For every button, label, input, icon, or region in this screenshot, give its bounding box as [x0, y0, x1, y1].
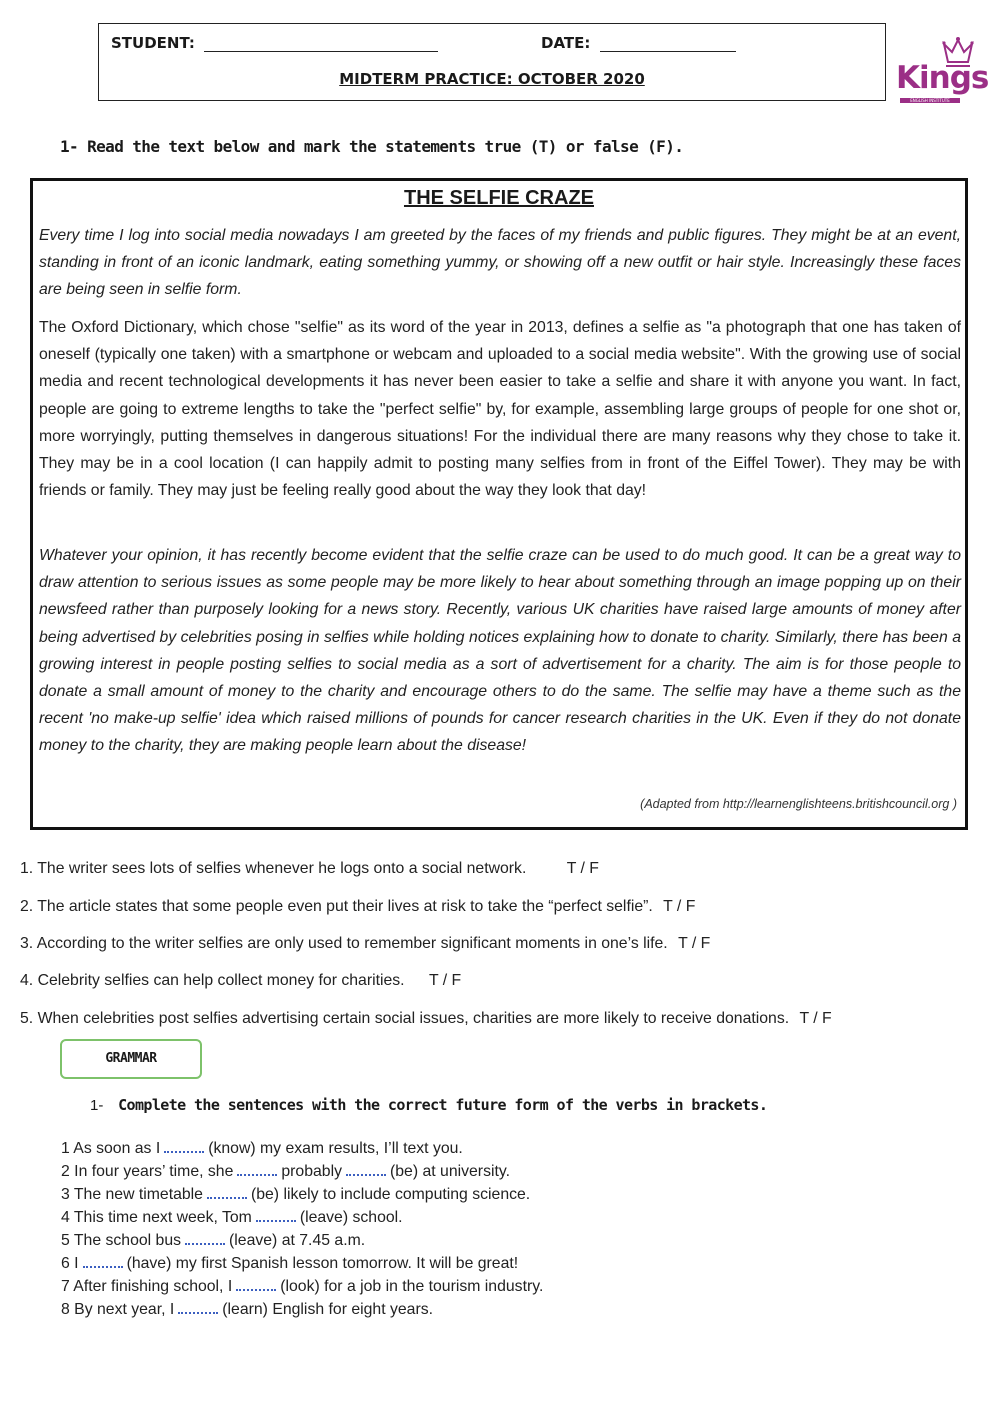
grammar-sentence — [61, 1183, 530, 1204]
logo-wordmark: Kings — [896, 60, 989, 96]
statement-text: 2. The article states that some people even put their lives at risk to take the “perfect selfie”. — [20, 898, 653, 915]
true-false-choice[interactable]: T / F — [663, 898, 696, 915]
statement-item — [20, 860, 599, 878]
statement-text: 3. According to the writer selfies are only used to remember significant moments in one’s life. — [20, 935, 668, 952]
true-false-choice[interactable]: T / F — [678, 935, 711, 952]
sentence-start: 7 After finishing school, I — [61, 1278, 233, 1295]
student-field — [111, 34, 438, 52]
sentence-start: 3 The new timetable — [61, 1186, 203, 1203]
answer-blank[interactable] — [236, 1275, 276, 1291]
student-name-line[interactable] — [204, 37, 438, 52]
paragraph-2: The Oxford Dictionary, which chose "selfie" as its word of the year in 2013, defines a selfie as "a photograph that one has taken of oneself (typically one taken) with a smartphone or webcam and uploaded to a social media website". With the growing use of social media and recent technological developments it has never been easier to take a selfie and share it with anyone you want. In fact, people are going to extreme lengths to take the "perfect selfie" by, for example, assembling large groups of people for one shot or, more worryingly, putting themselves in dangerous situations! For the individual there are many reasons why they chose to take it. They may be in a cool location (I can happily admit to posting many selfies from in front of the Eiffel Tower). They may be with friends or family. They may just be feeling really good about the way they look that day! — [39, 319, 961, 500]
reading-title: THE SELFIE CRAZE — [403, 187, 594, 209]
student-label: STUDENT: — [111, 34, 195, 52]
statement-text: 1. The writer sees lots of selfies whenever he logs onto a social network. — [20, 860, 527, 877]
grammar-section-label: GRAMMAR — [60, 1039, 202, 1079]
reading-passage — [30, 178, 968, 830]
true-false-choice[interactable]: T / F — [428, 972, 462, 989]
statement-text: 5. When celebrities post selfies advertising certain social issues, charities are more likely to receive donations. — [20, 1010, 790, 1027]
logo-tagline: ENGLISH INSTITUTE — [900, 98, 960, 103]
true-false-choice[interactable]: T / F — [799, 1010, 832, 1027]
true-false-choice[interactable]: T / F — [566, 860, 599, 877]
statement-item — [20, 1010, 832, 1028]
date-field — [541, 34, 736, 52]
answer-blank[interactable] — [256, 1206, 296, 1222]
sentence-start: 4 This time next week, Tom — [61, 1209, 252, 1226]
answer-blank[interactable] — [237, 1160, 277, 1176]
grammar-sentence — [61, 1229, 365, 1250]
grammar-sentence — [61, 1206, 403, 1227]
section1-instruction: 1- Read the text below and mark the statements true (T) or false (F). — [60, 137, 684, 156]
grammar-sentence — [61, 1298, 433, 1319]
date-label: DATE: — [541, 34, 591, 52]
sentence-end: (have) my first Spanish lesson tomorrow. It will be great! — [126, 1255, 519, 1272]
answer-blank[interactable] — [185, 1229, 225, 1245]
sentence-end: (be) at university. — [390, 1163, 510, 1180]
paragraph-3: Whatever your opinion, it has recently become evident that the selfie craze can be used to do much good. It can be a great way to draw attention to serious issues as some people may be more likely to hear about something through an image popping up on their newsfeed rather than purposely looking for a news story. Recently, various UK charities have raised large amounts of money after being advertised by celebrities posing in selfies while holding notices explaining how to donate to charity. Similarly, there has been a growing interest in people posting selfies to social media as a sort of advertisement for a charity. The aim is for those people to donate a small amount of money to the charity and encourage others to do the same. The selfie may have a theme such as the recent 'no make-up selfie' idea which raised millions of pounds for cancer research charities in the UK. Even if they do not donate money to the charity, they are making people learn about the disease! — [39, 547, 961, 755]
page-title: MIDTERM PRACTICE: OCTOBER 2020 — [339, 70, 645, 88]
grammar-instruction-text: Complete the sentences with the correct future form of the verbs in brackets. — [118, 1096, 768, 1114]
statement-item — [20, 972, 461, 990]
grammar-sentence — [61, 1160, 510, 1181]
sentence-end: (learn) English for eight years. — [222, 1301, 434, 1318]
date-line[interactable] — [600, 37, 736, 52]
grammar-instruction-number: 1- — [90, 1097, 104, 1114]
statement-item — [20, 898, 695, 916]
grammar-sentence — [61, 1252, 518, 1273]
sentence-end: (leave) at 7.45 a.m. — [229, 1232, 366, 1249]
sentence-end: (know) my exam results, I’ll text you. — [208, 1140, 463, 1157]
sentence-start: 1 As soon as I — [61, 1140, 161, 1157]
answer-blank[interactable] — [178, 1298, 218, 1314]
source-citation: (Adapted from http://learnenglishteens.britishcouncil.org ) — [640, 797, 957, 811]
grammar-sentence — [61, 1137, 463, 1158]
sentence-end: (leave) school. — [299, 1209, 403, 1226]
sentence-end: (be) likely to include computing science. — [250, 1186, 531, 1203]
sentence-middle: probably — [281, 1163, 342, 1180]
answer-blank[interactable] — [164, 1137, 204, 1153]
grammar-sentence — [61, 1275, 543, 1296]
sentence-end: (look) for a job in the tourism industry. — [280, 1278, 544, 1295]
answer-blank[interactable] — [346, 1160, 386, 1176]
statement-text: 4. Celebrity selfies can help collect money for charities. — [20, 972, 405, 989]
paragraph-1: Every time I log into social media nowadays I am greeted by the faces of my friends and public figures. They might be at an event, standing in front of an iconic landmark, eating something yummy, or showing off a new outfit or hair style. Increasingly these faces are being seen in selfie form. — [39, 227, 961, 299]
grammar-instruction — [90, 1096, 767, 1114]
statement-item — [20, 935, 710, 953]
worksheet-header — [98, 23, 886, 101]
answer-blank[interactable] — [83, 1252, 123, 1268]
sentence-start: 6 I — [61, 1255, 79, 1272]
sentence-start: 5 The school bus — [61, 1232, 182, 1249]
answer-blank[interactable] — [207, 1183, 247, 1199]
kings-logo — [896, 34, 988, 106]
sentence-start: 8 By next year, I — [61, 1301, 175, 1318]
sentence-start: 2 In four years’ time, she — [61, 1163, 234, 1180]
